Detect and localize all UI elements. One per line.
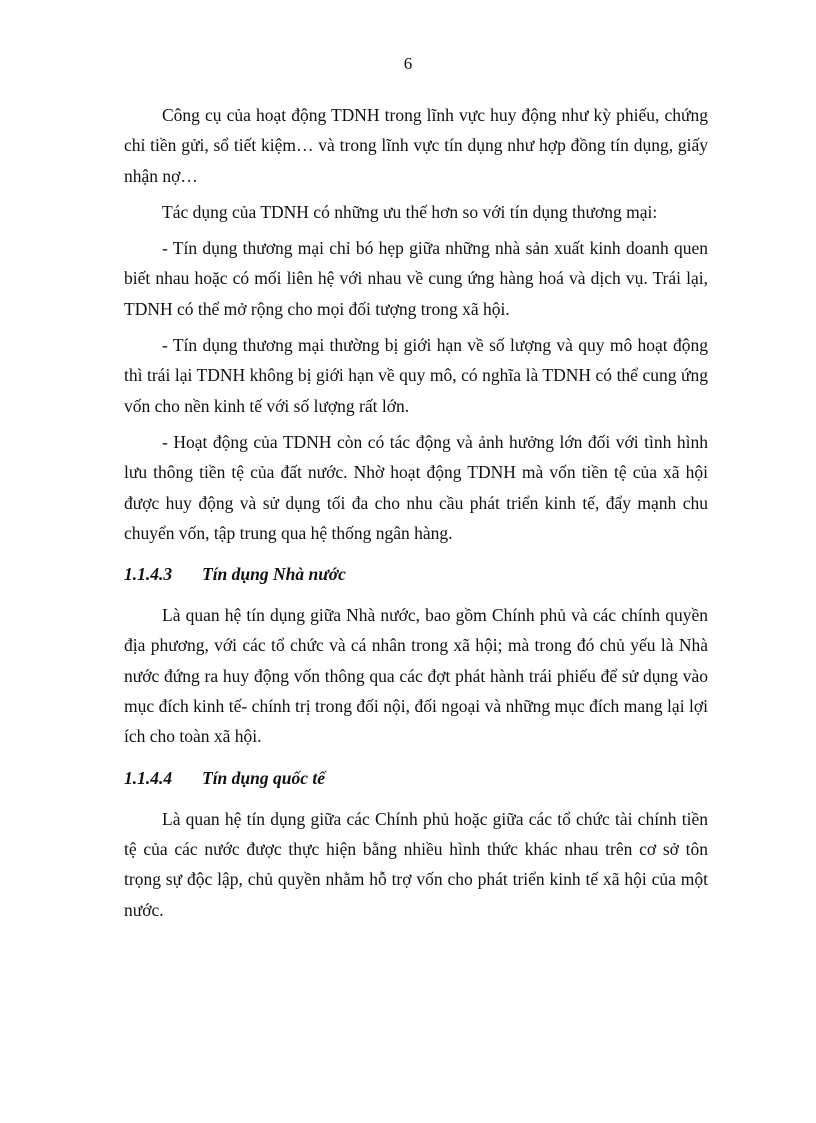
paragraph-point-circulation: - Hoạt động của TDNH còn có tác động và ảnh hưởng lớn đối với tình hình lưu thông tiền tệ của đất nước. Nhờ hoạt động TDNH mà vốn tiền tệ của xã hội được huy động và sử dụng tối đa cho nhu cầu phát triển kinh tế, đẩy mạnh chu chuyển vốn, tập trung qua hệ thống ngân hàng. (124, 431, 708, 543)
section-title: Tín dụng quốc tế (202, 767, 326, 788)
section-heading-intl-credit (124, 766, 708, 790)
page-number: 6 (403, 54, 413, 73)
section-number: 1.1.4.3 (124, 564, 173, 585)
paragraph-advantages: Tác dụng của TDNH có những ưu thế hơn so với tín dụng thương mại: (162, 201, 658, 222)
section-number: 1.1.4.4 (124, 767, 173, 788)
document-body (124, 100, 708, 931)
paragraph-point-scope: - Tín dụng thương mại chỉ bó hẹp giữa những nhà sản xuất kinh doanh quen biết nhau hoặc có mối liên hệ với nhau về cung ứng hàng hoá và dịch vụ. Trái lại, TDNH có thể mở rộng cho mọi đối tượng trong xã hội. (124, 238, 708, 319)
paragraph-state-credit: Là quan hệ tín dụng giữa Nhà nước, bao gồm Chính phủ và các chính quyền địa phương, với các tổ chức và cá nhân trong xã hội; mà trong đó chủ yếu là Nhà nước đứng ra huy động vốn thông qua các đợt phát hành trái phiếu để sử dụng vào mục đích kinh tế- chính trị trong đối nội, đối ngoại và những mục đích mang lại lợi ích cho toàn xã hội. (124, 605, 708, 747)
section-title: Tín dụng Nhà nước (202, 564, 346, 585)
paragraph-intl-credit: Là quan hệ tín dụng giữa các Chính phủ hoặc giữa các tổ chức tài chính tiền tệ của các nước được thực hiện bằng nhiều hình thức khác nhau trên cơ sở tôn trọng sự độc lập, chủ quyền nhằm hỗ trợ vốn cho phát triển kinh tế xã hội của một nước. (124, 808, 708, 920)
section-heading-state-credit (124, 562, 708, 586)
paragraph-point-scale: - Tín dụng thương mại thường bị giới hạn về số lượng và quy mô hoạt động thì trái lại TDNH không bị giới hạn về quy mô, có nghĩa là TDNH có thể cung ứng vốn cho nền kinh tế với số lượng rất lớn. (124, 335, 708, 416)
paragraph-tools: Công cụ của hoạt động TDNH trong lĩnh vực huy động như kỳ phiếu, chứng chỉ tiền gửi, sổ tiết kiệm… và trong lĩnh vực tín dụng như hợp đồng tín dụng, giấy nhận nợ… (124, 105, 708, 186)
